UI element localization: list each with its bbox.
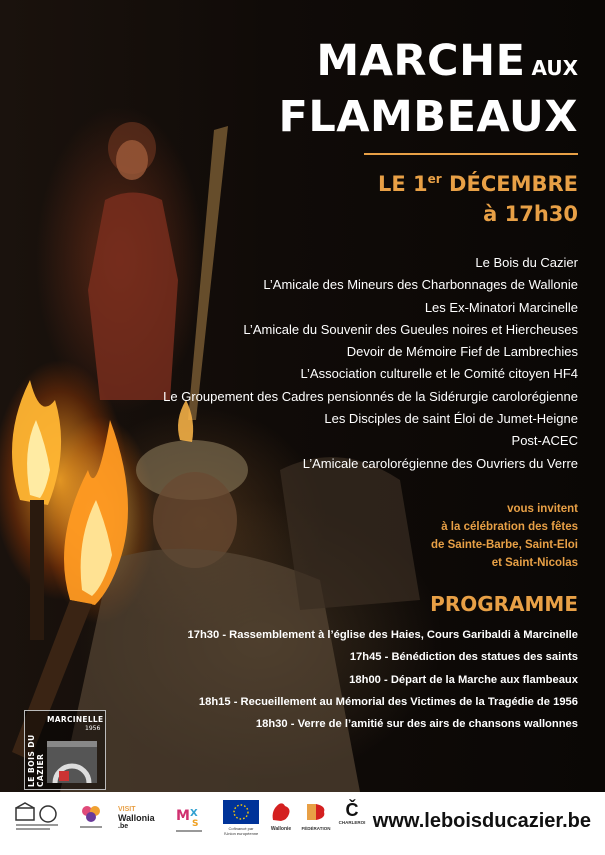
organizations-list — [163, 252, 578, 475]
programme-item: 18h30 - Verre de l’amitié sur des airs de chansons wallonnes — [255, 718, 578, 731]
organization-item: L’Association culturelle et le Comité citoyen HF4 — [300, 366, 578, 382]
torch-stick-left — [30, 500, 44, 640]
organization-item: Le Bois du Cazier — [475, 255, 578, 270]
title-aux: AUX — [531, 56, 578, 80]
invitation-line: de Sainte-Barbe, Saint-Eloi — [431, 539, 578, 551]
cazier-logo-place: MARCINELLE — [47, 715, 104, 724]
title-line-1 — [316, 36, 578, 86]
organization-item: Devoir de Mémoire Fief de Lambrechies — [346, 344, 578, 360]
programme-item: 18h15 - Recueillement au Mémorial des Victimes de la Tragédie de 1956 — [198, 695, 578, 708]
federation-icon — [304, 800, 328, 824]
partner-logos-footer — [0, 792, 605, 855]
wallonia-label: Wallonia — [118, 813, 155, 823]
organization-item: Les Ex-Minatori Marcinelle — [424, 299, 578, 315]
date-superscript: er — [427, 172, 442, 186]
heritage-logo-icon — [78, 802, 104, 832]
title-marche: MARCHE — [316, 36, 526, 86]
wallonie-rooster-icon — [269, 800, 293, 824]
organization-item: L’Amicale des Mineurs des Charbonnages de Wallonie — [263, 277, 578, 293]
programme-item: 18h00 - Départ de la Marche aux flambeaux — [349, 673, 578, 686]
wallonie-logo — [268, 800, 294, 832]
organization-item: L’Amicale carolorégienne des Ouvriers du Verre — [302, 455, 578, 471]
organization-item: L’Amicale du Souvenir des Gueules noires et Hiercheuses — [243, 321, 578, 337]
charleroi-label: CHARLEROI — [338, 820, 366, 825]
bois-du-cazier-logo — [24, 710, 106, 790]
programme-item: 17h45 - Bénédiction des statues des saints — [349, 651, 578, 664]
organization-item: Le Groupement des Cadres pensionnés de la Sidérurgie carolorégienne — [163, 388, 578, 404]
eu-logo — [222, 800, 260, 836]
federation-label: FÉDÉRATION — [301, 826, 331, 831]
title-divider — [364, 153, 578, 155]
be-label: .be — [118, 823, 129, 830]
cazier-logo-vertical-text: LE BOIS DU CAZIER — [27, 734, 45, 787]
website-link[interactable]: www.leboisducazier.be — [372, 810, 591, 832]
svg-text:S: S — [192, 819, 199, 829]
eu-flag-icon — [223, 800, 259, 824]
date-prefix: LE 1 — [378, 172, 428, 196]
second-miner — [280, 457, 420, 610]
date-month: DÉCEMBRE — [449, 172, 578, 196]
organization-item: Les Disciples de saint Éloi de Jumet-Heigne — [324, 411, 578, 427]
invitation-line: vous invitent — [507, 503, 578, 515]
svg-text:X: X — [190, 808, 198, 819]
programme-item: 17h30 - Rassemblement à l’église des Haies, Cours Garibaldi à Marcinelle — [187, 629, 578, 641]
eu-caption: Cofinancé par l'Union européenne — [223, 826, 259, 836]
unesco-logo-icon — [14, 802, 60, 832]
organization-item: Post-ACEC — [511, 433, 578, 449]
headframe-icon — [43, 733, 101, 785]
charleroi-c-icon: Č — [345, 800, 359, 820]
invitation-text — [431, 500, 578, 572]
invitation-line: à la célébration des fêtes — [441, 521, 578, 533]
visit-label: VISIT — [118, 806, 136, 813]
programme-heading: PROGRAMME — [430, 592, 578, 616]
title-line-2: FLAMBEAUX — [278, 92, 578, 142]
federation-logo — [300, 800, 332, 831]
invitation-line: et Saint-Nicolas — [491, 557, 578, 569]
charleroi-logo — [338, 800, 366, 825]
event-date — [378, 172, 578, 196]
cazier-logo-year: 1956 — [85, 725, 101, 732]
museum-logo-icon — [174, 802, 206, 836]
wallonie-label: Wallonie — [270, 826, 292, 832]
programme-list — [188, 624, 579, 735]
visit-wallonia-logo — [118, 806, 155, 830]
event-time: à 17h30 — [483, 202, 578, 226]
svg-text:M: M — [176, 808, 190, 824]
statue-head — [116, 140, 148, 180]
